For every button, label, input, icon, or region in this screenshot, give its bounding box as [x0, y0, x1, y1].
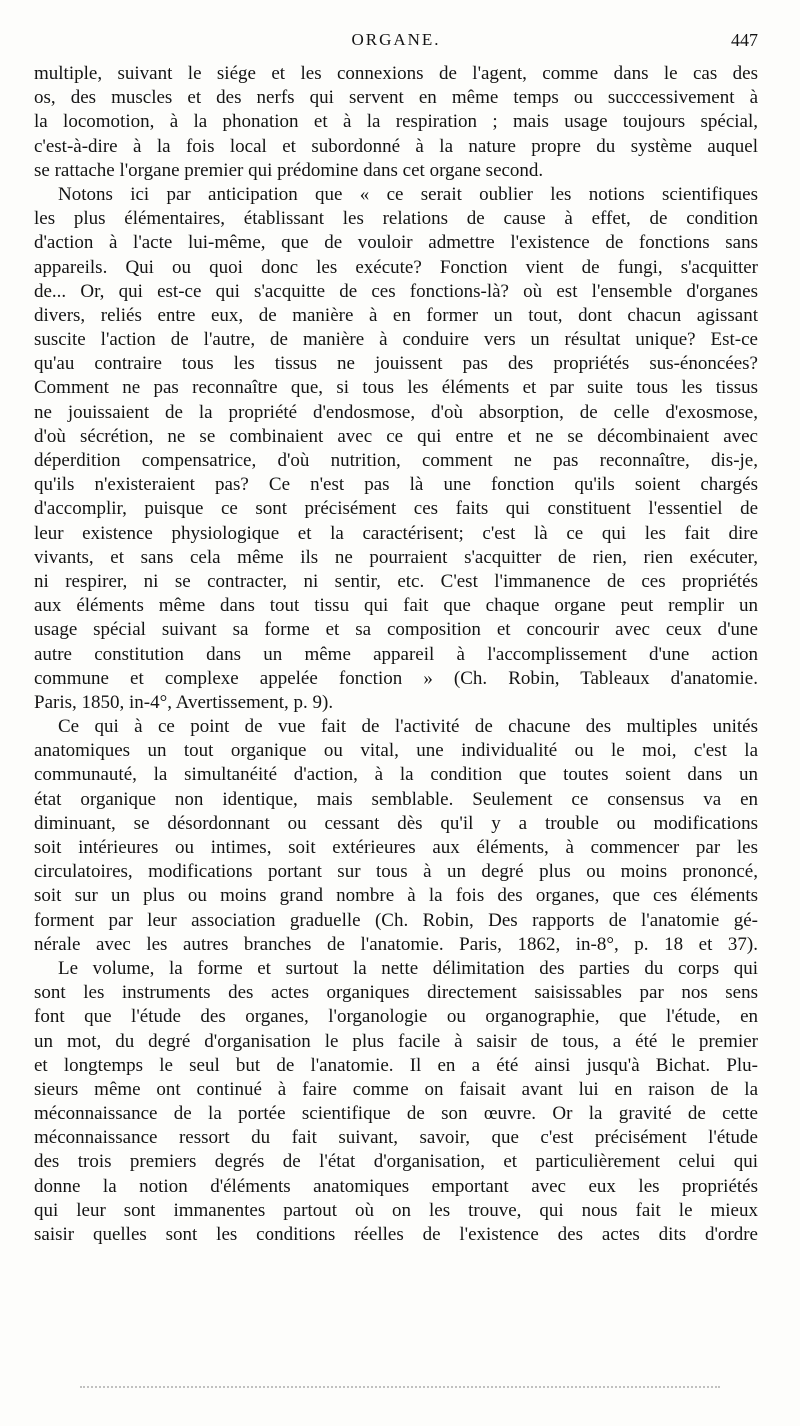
text-line: d'accomplir, puisque ce sont précisément ces faits qui constituent l'essentiel de [34, 498, 758, 520]
text-line: qui leur sont immanentes partout où on les trouve, qui nous fait le mieux [34, 1199, 758, 1221]
text-line: soit sur un plus ou moins grand nombre à la fois des organes, que ces éléments [34, 885, 758, 907]
text-line: donne la notion d'éléments anatomiques emportant avec eux les propriétés [34, 1175, 758, 1197]
page-body [34, 62, 758, 1247]
text-line: os, des muscles et des nerfs qui servent en même temps ou succcessivement à [34, 87, 758, 109]
text-line: divers, reliés entre eux, de manière à en former un tout, dont chacun agissant [34, 304, 758, 326]
text-line: diminuant, se désordonnant ou cessant dès qu'il y a trouble ou modifications [34, 812, 758, 834]
text-line: Notons ici par anticipation que « ce serait oublier les notions scientifiques [58, 183, 758, 205]
text-line: leur existence physiologique et la caractérisent; c'est là ce qui les fait dire [34, 522, 758, 544]
text-line: un mot, du degré d'organisation le plus facile à saisir de tous, a été le premier [34, 1030, 758, 1052]
text-line: Le volume, la forme et surtout la nette délimitation des parties du corps qui [58, 957, 758, 979]
text-line: sieurs même ont continué à faire comme on faisait avant lui en raison de la [34, 1078, 758, 1100]
text-line: méconnaissance ressort du fait suivant, savoir, que c'est précisément l'étude [34, 1127, 758, 1149]
text-line: la locomotion, à la phonation et à la respiration ; mais usage toujours spécial, [34, 111, 758, 133]
text-line: des trois premiers degrés de l'état d'organisation, et particulièrement celui qui [34, 1151, 758, 1173]
text-line: déperdition compensatrice, d'où nutrition, comment ne pas reconnaître, dis-je, [34, 450, 758, 471]
text-line: qu'ils n'existeraient pas? Ce n'est pas là une fonction qu'ils soient chargés [34, 474, 758, 496]
text-line: c'est-à-dire à la fois local et subordonné à la nature propre du système auquel [34, 135, 758, 157]
text-line: sont les instruments des actes organiques directement saisissables par nos sens [34, 982, 758, 1004]
text-line: de... Or, qui est-ce qui s'acquitte de ces fonctions-là? où est l'ensemble d'organes [34, 280, 758, 302]
page-header [34, 30, 758, 52]
text-line: aux éléments même dans tout tissu qui fait que chaque organe peut remplir un [34, 595, 758, 617]
text-line: ne jouissaient de la propriété d'endosmose, d'où absorption, de celle d'exosmose, [34, 401, 758, 423]
text-line: commune et complexe appelée fonction » (Ch. Robin, Tableaux d'anatomie. [34, 667, 758, 689]
text-line: suscite l'action de l'autre, de manière à conduire vers un résultat unique? Est-ce [34, 329, 758, 351]
text-line: ni respirer, ni se contracter, ni sentir, etc. C'est l'immanence de ces propriétés [34, 570, 758, 592]
text-line: usage spécial suivant sa forme et sa composition et concourir avec ceux d'une [34, 619, 758, 641]
text-line: nérale avec les autres branches de l'anatomie. Paris, 1862, in-8°, p. 18 et 37). [34, 933, 758, 955]
text-line: d'où sécrétion, ne se combinaient avec ce qui entre et ne se décombinaient avec [34, 425, 758, 447]
scan-artifact-dots [80, 1386, 720, 1394]
text-line: et longtemps le seul but de l'anatomie. Il en a été ainsi jusqu'à Bichat. Plu- [34, 1054, 758, 1076]
text-line: circulatoires, modifications portant sur tous à un degré plus ou moins prononcé, [34, 861, 758, 883]
text-line: communauté, la simultanéité d'action, à la condition que toutes soient dans un [34, 764, 758, 786]
page-number: 447 [731, 30, 758, 50]
running-title: ORGANE. [351, 30, 441, 49]
text-line: d'action à l'acte lui-même, que de vouloir admettre l'existence de fonctions sans [34, 232, 758, 254]
text-line: anatomiques un tout organique ou vital, une individualité ou le moi, c'est la [34, 740, 758, 762]
text-line: multiple, suivant le siége et les connexions de l'agent, comme dans le cas des [34, 63, 758, 84]
text-line: soit intérieures ou intimes, soit extérieures aux éléments, à commencer par les [34, 837, 758, 858]
text-line: Paris, 1850, in-4°, Avertissement, p. 9). [34, 691, 334, 713]
text-line: appareils. Qui ou quoi donc les exécute? Fonction vient de fungi, s'acquitter [34, 256, 758, 278]
text-line: qu'au contraire tous les tissus ne jouissent pas des propriétés sus-énoncées? [34, 353, 758, 375]
text-line: Ce qui à ce point de vue fait de l'activité de chacune des multiples unités [58, 716, 758, 738]
text-line: méconnaissance de la portée scientifique de son œuvre. Or la gravité de cette [34, 1103, 758, 1125]
text-line: forment par leur association graduelle (Ch. Robin, Des rapports de l'anatomie gé- [34, 909, 758, 931]
text-line: font que l'étude des organes, l'organologie ou organographie, que l'étude, en [34, 1006, 758, 1028]
text-line: saisir quelles sont les conditions réelles de l'existence des actes dits d'ordre [34, 1224, 758, 1245]
text-line: état organique non identique, mais semblable. Seulement ce consensus va en [34, 788, 758, 810]
text-line: se rattache l'organe premier qui prédomine dans cet organe second. [34, 159, 544, 181]
text-line: vivants, et sans cela même ils ne pourraient s'acquitter de rien, rien exécuter, [34, 546, 758, 568]
text-line: autre constitution dans un même appareil à l'accomplissement d'une action [34, 643, 758, 665]
text-line: les plus élémentaires, établissant les relations de cause à effet, de condition [34, 208, 758, 230]
text-line: Comment ne pas reconnaître que, si tous les éléments et par suite tous les tissus [34, 377, 758, 399]
